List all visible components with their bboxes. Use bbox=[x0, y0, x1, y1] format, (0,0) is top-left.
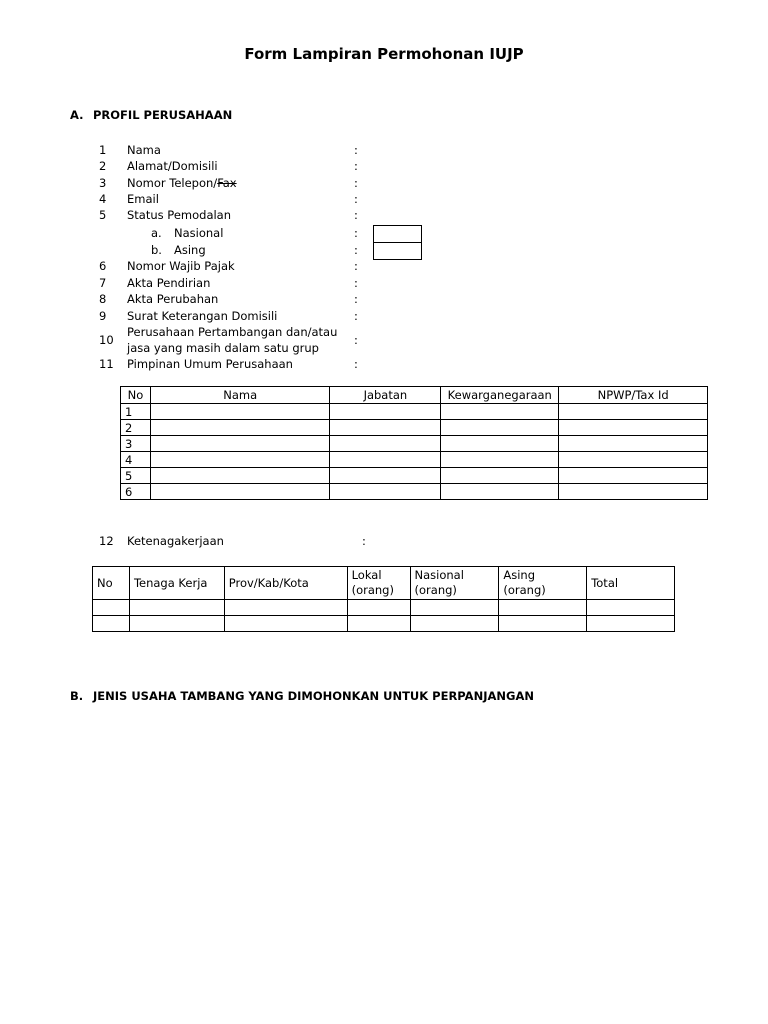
field-colon: : bbox=[354, 208, 358, 222]
row-number: 3 bbox=[121, 436, 151, 452]
kewarganegaraan-cell[interactable] bbox=[441, 420, 559, 436]
column-header-nasional bbox=[410, 567, 499, 600]
kewarganegaraan-cell[interactable] bbox=[441, 404, 559, 420]
nasional-checkbox[interactable] bbox=[373, 225, 422, 243]
header-line1: Prov/Kab/Kota bbox=[228, 575, 309, 590]
table-cell[interactable] bbox=[224, 616, 347, 632]
table-header-row bbox=[121, 387, 708, 404]
header-line1: No bbox=[97, 575, 113, 590]
table-row bbox=[93, 600, 675, 616]
nama-cell[interactable] bbox=[150, 404, 330, 420]
field-colon: : bbox=[354, 259, 358, 273]
npwp-cell[interactable] bbox=[559, 452, 708, 468]
subfield-letter: a. bbox=[151, 226, 162, 240]
field-colon: : bbox=[354, 333, 358, 347]
row-number: 4 bbox=[121, 452, 151, 468]
npwp-cell[interactable] bbox=[559, 404, 708, 420]
table-cell[interactable] bbox=[499, 616, 587, 632]
header-line1: Lokal bbox=[351, 568, 382, 582]
field-number: 4 bbox=[99, 192, 107, 206]
field-number: 8 bbox=[99, 292, 107, 306]
column-header-asing bbox=[499, 567, 587, 600]
field-number: 3 bbox=[99, 176, 107, 190]
header-line2: (orang) bbox=[351, 583, 394, 597]
row-number: 1 bbox=[121, 404, 151, 420]
field-label: Ketenagakerjaan bbox=[127, 534, 224, 548]
table-cell[interactable] bbox=[587, 616, 675, 632]
page-title: Form Lampiran Permohonan IUJP bbox=[244, 45, 524, 63]
section-a-label: PROFIL PERUSAHAAN bbox=[93, 108, 233, 122]
field-colon: : bbox=[354, 176, 358, 190]
table-cell[interactable] bbox=[93, 600, 130, 616]
npwp-cell[interactable] bbox=[559, 484, 708, 500]
field-label: Nomor Wajib Pajak bbox=[127, 259, 235, 273]
field-colon: : bbox=[354, 357, 358, 371]
field-number: 12 bbox=[99, 534, 114, 548]
nama-cell[interactable] bbox=[150, 420, 330, 436]
header-line1: Nasional bbox=[414, 568, 464, 582]
field-label-main: Nomor Telepon/ bbox=[127, 176, 218, 190]
table-cell[interactable] bbox=[499, 600, 587, 616]
table-row bbox=[121, 484, 708, 500]
table-row bbox=[121, 404, 708, 420]
row-number: 6 bbox=[121, 484, 151, 500]
pimpinan-table bbox=[120, 386, 708, 500]
nama-cell[interactable] bbox=[150, 468, 330, 484]
subfield-label: Asing bbox=[174, 243, 206, 257]
field-number: 7 bbox=[99, 276, 107, 290]
section-b-label: JENIS USAHA TAMBANG YANG DIMOHONKAN UNTUK PERPANJANGAN bbox=[93, 689, 534, 703]
field-colon: : bbox=[354, 226, 358, 240]
table-cell[interactable] bbox=[410, 600, 499, 616]
table-cell[interactable] bbox=[129, 600, 224, 616]
table-header-row bbox=[93, 567, 675, 600]
column-header-no bbox=[93, 567, 130, 600]
table-row bbox=[93, 616, 675, 632]
field-number: 10 bbox=[99, 333, 114, 347]
field-label bbox=[127, 176, 237, 190]
asing-checkbox[interactable] bbox=[373, 242, 422, 260]
nama-cell[interactable] bbox=[150, 452, 330, 468]
field-label-line1: Perusahaan Pertambangan dan/atau bbox=[127, 325, 338, 339]
table-row bbox=[121, 436, 708, 452]
header-line1: Total bbox=[591, 575, 619, 590]
column-header-tenaga-kerja bbox=[129, 567, 224, 600]
field-colon: : bbox=[354, 243, 358, 257]
table-cell[interactable] bbox=[93, 616, 130, 632]
field-label: Status Pemodalan bbox=[127, 208, 232, 222]
field-number: 5 bbox=[99, 208, 107, 222]
nama-cell[interactable] bbox=[150, 484, 330, 500]
header-line1: Tenaga Kerja bbox=[133, 575, 208, 590]
table-cell[interactable] bbox=[224, 600, 347, 616]
field-colon: : bbox=[354, 276, 358, 290]
field-label-struck: Fax bbox=[217, 176, 237, 190]
table-row bbox=[121, 452, 708, 468]
field-label: Pimpinan Umum Perusahaan bbox=[127, 357, 293, 371]
table-cell[interactable] bbox=[587, 600, 675, 616]
field-colon: : bbox=[354, 159, 358, 173]
field-number: 11 bbox=[99, 357, 114, 371]
jabatan-cell[interactable] bbox=[330, 452, 441, 468]
field-number: 6 bbox=[99, 259, 107, 273]
npwp-cell[interactable] bbox=[559, 420, 708, 436]
field-number: 2 bbox=[99, 159, 107, 173]
row-number: 5 bbox=[121, 468, 151, 484]
header-line1: Asing bbox=[503, 568, 536, 582]
field-colon: : bbox=[354, 143, 358, 157]
npwp-cell[interactable] bbox=[559, 468, 708, 484]
table-cell[interactable] bbox=[347, 616, 410, 632]
ketenagakerjaan-table bbox=[92, 566, 675, 632]
section-a-letter: A. bbox=[70, 108, 84, 122]
jabatan-cell[interactable] bbox=[330, 404, 441, 420]
column-header-total bbox=[587, 567, 675, 600]
field-label: Akta Pendirian bbox=[127, 276, 211, 290]
header-line2: (orang) bbox=[414, 583, 457, 597]
field-label: Alamat/Domisili bbox=[127, 159, 218, 173]
field-label: Nama bbox=[127, 143, 161, 157]
column-header: NPWP/Tax Id bbox=[559, 387, 708, 404]
table-cell[interactable] bbox=[347, 600, 410, 616]
field-colon: : bbox=[354, 292, 358, 306]
header-line2: (orang) bbox=[503, 583, 546, 597]
kewarganegaraan-cell[interactable] bbox=[441, 484, 559, 500]
field-number: 1 bbox=[99, 143, 107, 157]
column-header: Jabatan bbox=[330, 387, 441, 404]
jabatan-cell[interactable] bbox=[330, 436, 441, 452]
column-header: Nama bbox=[150, 387, 330, 404]
field-colon: : bbox=[362, 534, 366, 548]
kewarganegaraan-cell[interactable] bbox=[441, 468, 559, 484]
field-colon: : bbox=[354, 309, 358, 323]
jabatan-cell[interactable] bbox=[330, 484, 441, 500]
field-label: Akta Perubahan bbox=[127, 292, 219, 306]
jabatan-cell[interactable] bbox=[330, 468, 441, 484]
table-cell[interactable] bbox=[410, 616, 499, 632]
field-label: Email bbox=[127, 192, 159, 206]
column-header-prov bbox=[224, 567, 347, 600]
kewarganegaraan-cell[interactable] bbox=[441, 436, 559, 452]
jabatan-cell[interactable] bbox=[330, 420, 441, 436]
subfield-letter: b. bbox=[151, 243, 162, 257]
field-colon: : bbox=[354, 192, 358, 206]
section-b-letter: B. bbox=[70, 689, 84, 703]
kewarganegaraan-cell[interactable] bbox=[441, 452, 559, 468]
field-label-line2: jasa yang masih dalam satu grup bbox=[127, 341, 319, 355]
column-header-lokal bbox=[347, 567, 410, 600]
nama-cell[interactable] bbox=[150, 436, 330, 452]
table-row bbox=[121, 420, 708, 436]
table-row bbox=[121, 468, 708, 484]
subfield-label: Nasional bbox=[174, 226, 224, 240]
column-header: No bbox=[121, 387, 151, 404]
row-number: 2 bbox=[121, 420, 151, 436]
column-header: Kewarganegaraan bbox=[441, 387, 559, 404]
table-cell[interactable] bbox=[129, 616, 224, 632]
npwp-cell[interactable] bbox=[559, 436, 708, 452]
field-number: 9 bbox=[99, 309, 107, 323]
field-label: Surat Keterangan Domisili bbox=[127, 309, 278, 323]
